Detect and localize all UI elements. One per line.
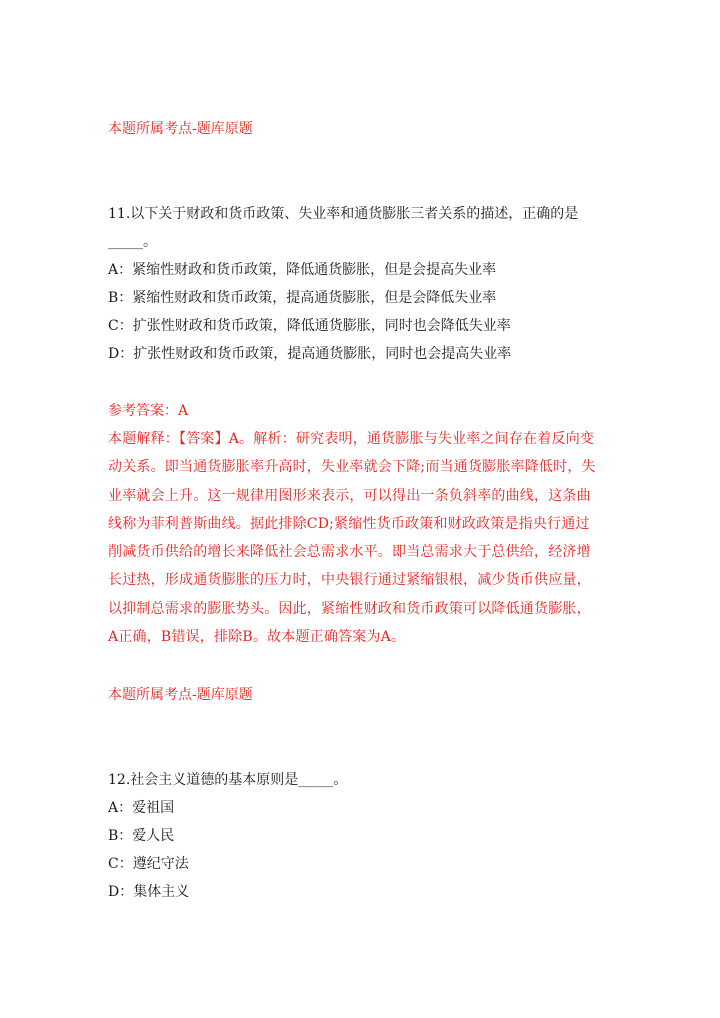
option-a: A：紧缩性财政和货币政策，降低通货膨胀，但是会提高失业率 <box>108 262 497 278</box>
explanation-line: 动关系。即当通货膨胀率升高时，失业率就会下降;而当通货膨胀率降低时，失 <box>108 459 596 476</box>
explanation-line: 线称为菲利普斯曲线。据此排除CD;紧缩性货币政策和财政政策是指央行通过 <box>108 515 590 532</box>
option-b: B：爱人民 <box>108 828 175 844</box>
explanation-line: 本题解释：【答案】A。解析：研究表明，通货膨胀与失业率之间存在着反向变 <box>108 431 595 447</box>
explanation-line: 业率就会上升。这一规律用图形来表示，可以得出一条负斜率的曲线，这条曲 <box>108 487 591 504</box>
option-d: D：集体主义 <box>108 884 190 900</box>
option-d: D：扩张性财政和货币政策，提高通货膨胀，同时也会提高失业率 <box>108 346 512 362</box>
explanation-line: 以抑制总需求的膨胀势头。因此，紧缩性财政和货币政策可以降低通货膨胀， <box>108 600 591 617</box>
explanation-line: A正确，B错误，排除B。故本题正确答案为A。 <box>108 629 406 646</box>
option-b: B：紧缩性财政和货币政策，提高通货膨胀，但是会降低失业率 <box>108 290 497 306</box>
option-a: A：爱祖国 <box>108 800 175 816</box>
source-label-top: 本题所属考点-题库原题 <box>108 121 253 137</box>
option-c: C：遵纪守法 <box>108 856 189 872</box>
question-stem-line-2: _____。 <box>108 234 157 250</box>
explanation-line: 削减货币供给的增长来降低社会总需求水平。即当总需求大于总供给，经济增 <box>108 544 591 561</box>
explanation-line: 长过热，形成通货膨胀的压力时，中央银行通过紧缩银根，减少货币供应量， <box>108 572 591 589</box>
option-c: C：扩张性财政和货币政策，降低通货膨胀，同时也会降低失业率 <box>108 318 511 334</box>
source-label: 本题所属考点-题库原题 <box>108 687 253 703</box>
explanation <box>108 429 618 655</box>
question-stem-line-1: 11.以下关于财政和货币政策、失业率和通货膨胀三者关系的描述，正确的是 <box>108 206 579 222</box>
question-stem: 12.社会主义道德的基本原则是_____。 <box>108 772 348 788</box>
answer-label: 参考答案：A <box>108 403 189 419</box>
